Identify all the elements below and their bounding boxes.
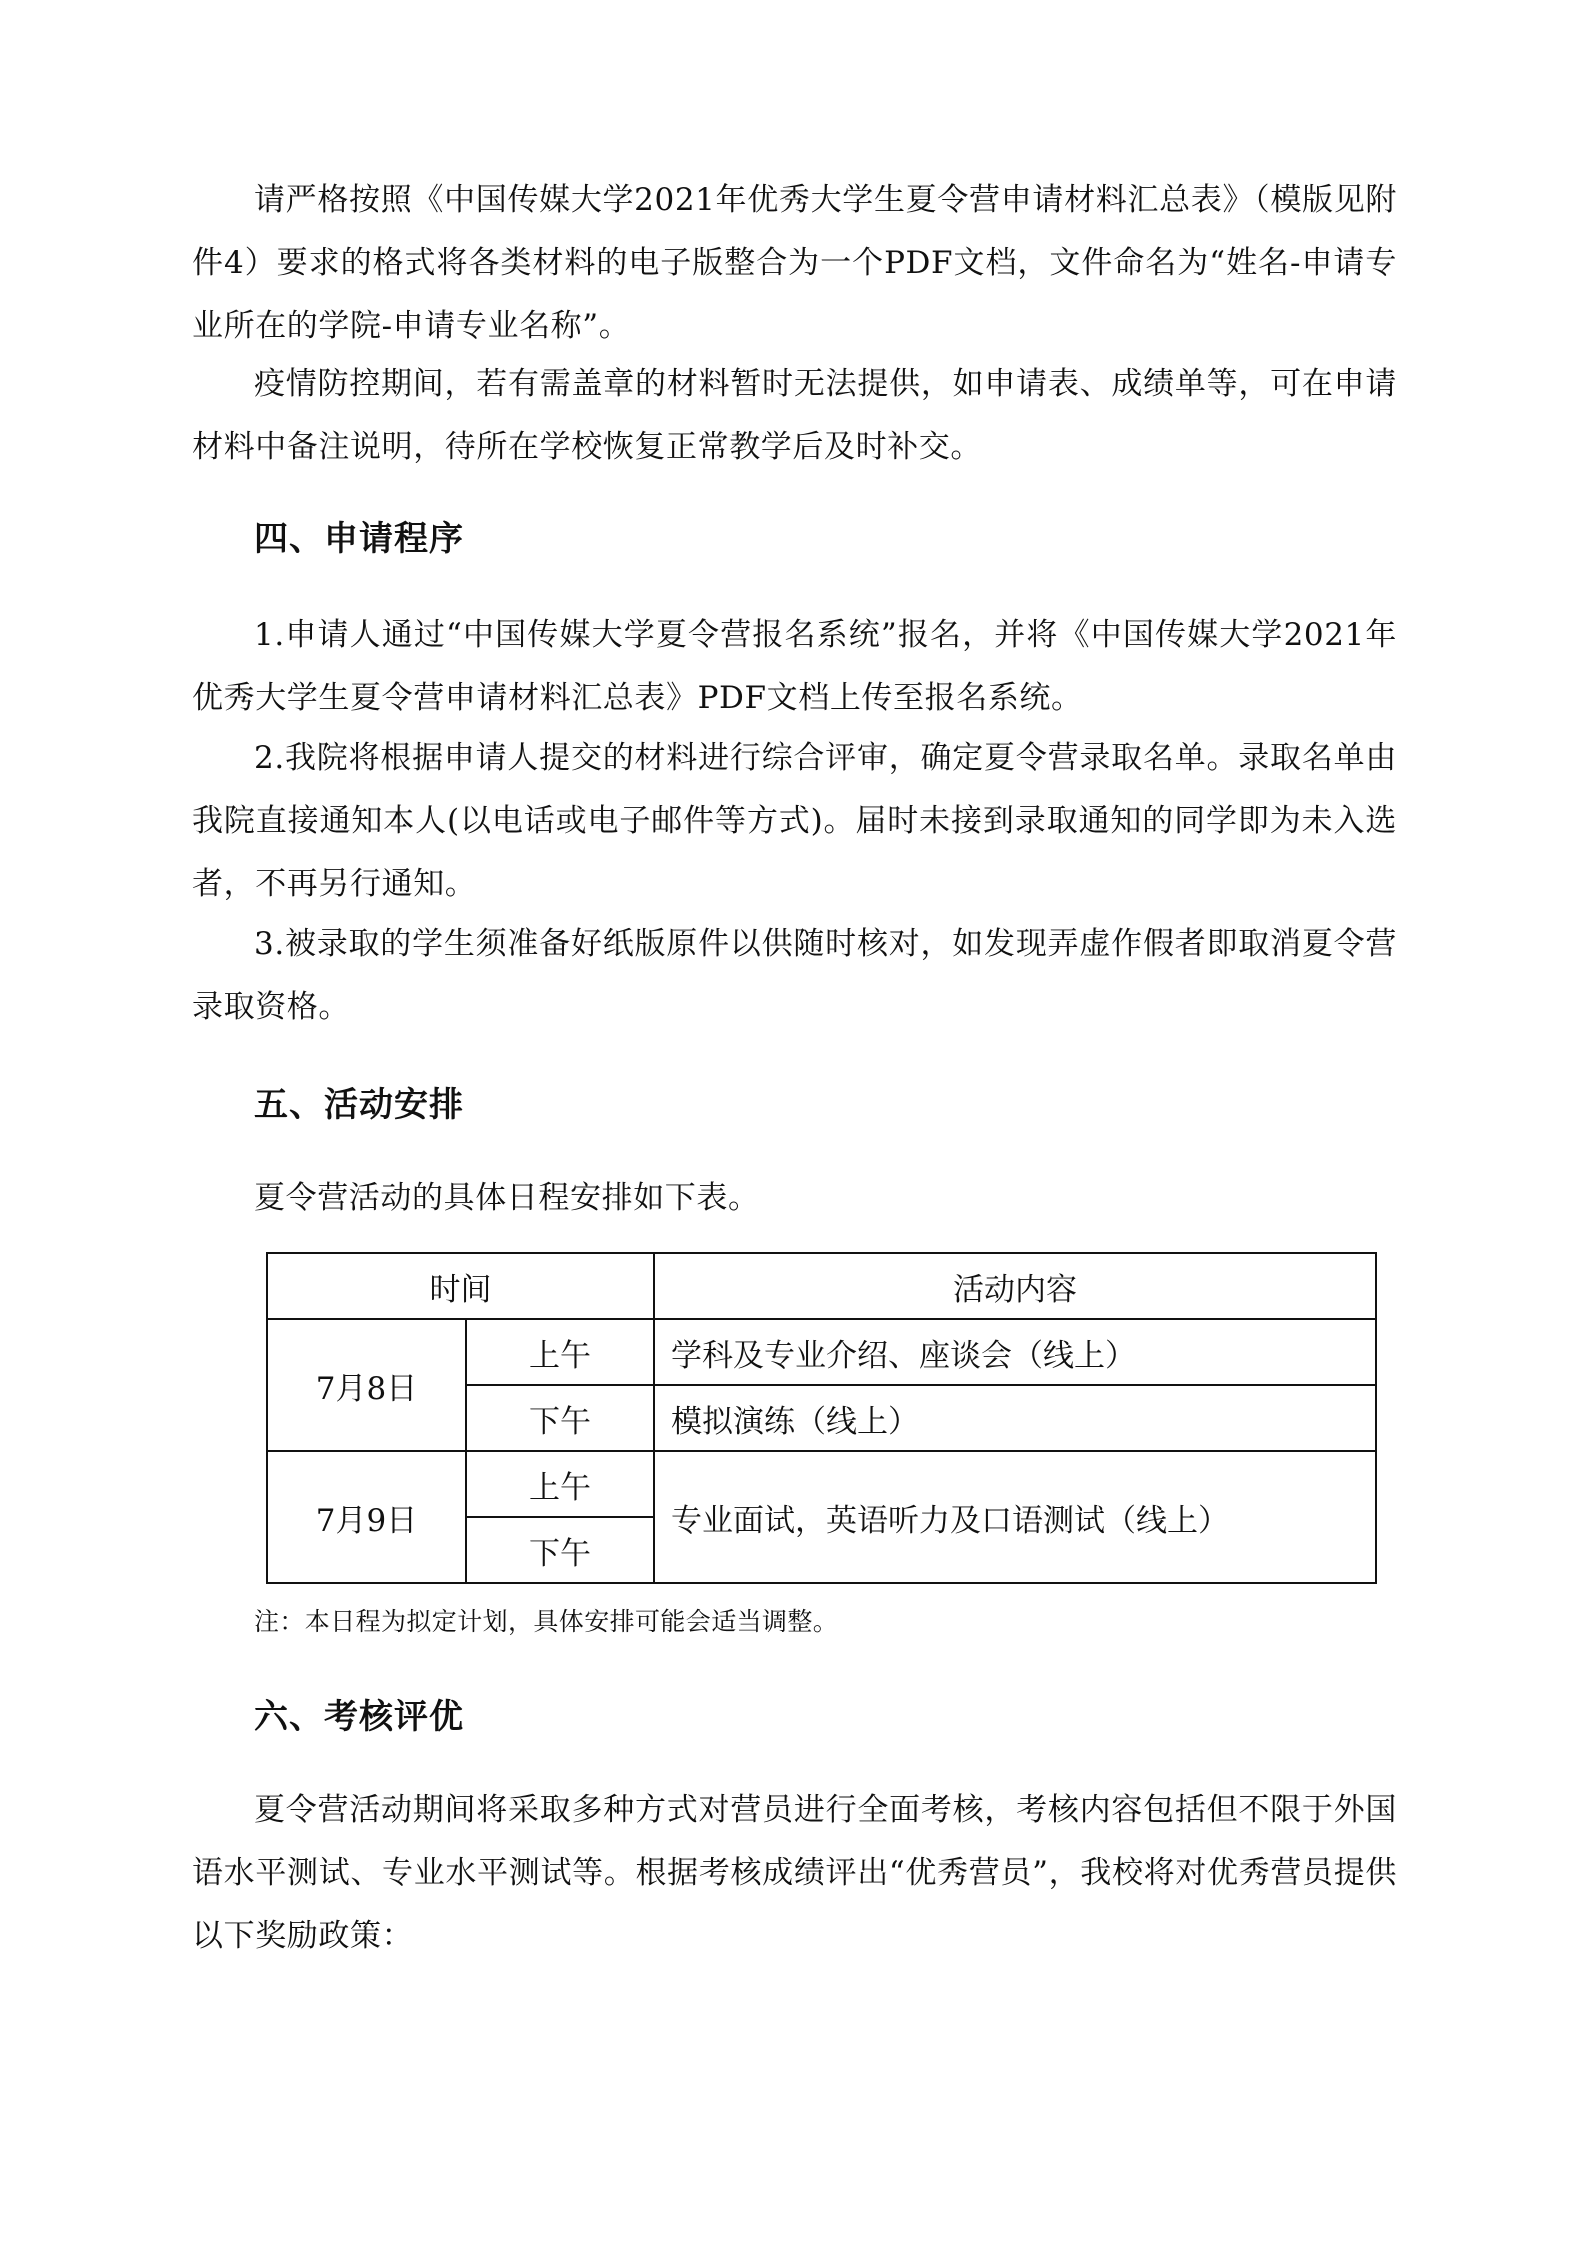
procedure-item-3: 3.被录取的学生须准备好纸版原件以供随时核对，如发现弄虚作假者即取消夏令营录取资格。 bbox=[192, 926, 1397, 1025]
paragraph-epidemic-note: 疫情防控期间，若有需盖章的材料暂时无法提供，如申请表、成绩单等，可在申请材料中备注说明，待所在学校恢复正常教学后及时补交。 bbox=[192, 366, 1397, 465]
section-heading-evaluation: 六、考核评优 bbox=[254, 1697, 464, 1737]
day1-morning: 上午 bbox=[466, 1319, 654, 1385]
schedule-note: 注：本日程为拟定计划，具体安排可能会适当调整。 bbox=[254, 1607, 839, 1636]
schedule-table bbox=[266, 1252, 1377, 1584]
day1-date: 7月8日 bbox=[267, 1319, 466, 1451]
day2-date: 7月9日 bbox=[267, 1451, 466, 1583]
table-header-time: 时间 bbox=[267, 1253, 654, 1319]
section-heading-application-procedure: 四、申请程序 bbox=[254, 519, 464, 559]
day2-morning: 上午 bbox=[466, 1451, 654, 1517]
day2-activity: 专业面试，英语听力及口语测试（线上） bbox=[654, 1451, 1376, 1583]
schedule-intro: 夏令营活动的具体日程安排如下表。 bbox=[254, 1180, 760, 1216]
day2-afternoon: 下午 bbox=[466, 1517, 654, 1583]
procedure-item-1: 1.申请人通过“中国传媒大学夏令营报名系统”报名，并将《中国传媒大学2021年优秀大学生夏令营申请材料汇总表》PDF文档上传至报名系统。 bbox=[192, 617, 1397, 716]
table-header-activity: 活动内容 bbox=[654, 1253, 1376, 1319]
procedure-item-2: 2.我院将根据申请人提交的材料进行综合评审，确定夏令营录取名单。录取名单由我院直接通知本人(以电话或电子邮件等方式)。届时未接到录取通知的同学即为未入选者，不再另行通知。 bbox=[192, 740, 1397, 902]
paragraph-material-format: 请严格按照《中国传媒大学2021年优秀大学生夏令营申请材料汇总表》（模版见附件4）要求的格式将各类材料的电子版整合为一个PDF文档，文件命名为“姓名-申请专业所在的学院-申请专业名称”。 bbox=[192, 182, 1397, 344]
day1-afternoon: 下午 bbox=[466, 1385, 654, 1451]
section-heading-activity-schedule: 五、活动安排 bbox=[254, 1085, 464, 1125]
table-row bbox=[267, 1451, 1376, 1517]
day1-afternoon-activity: 模拟演练（线上） bbox=[654, 1385, 1376, 1451]
table-header-row bbox=[267, 1253, 1376, 1319]
paragraph-evaluation: 夏令营活动期间将采取多种方式对营员进行全面考核，考核内容包括但不限于外国语水平测试、专业水平测试等。根据考核成绩评出“优秀营员”，我校将对优秀营员提供以下奖励政策： bbox=[192, 1792, 1397, 1954]
table-row bbox=[267, 1319, 1376, 1385]
day1-morning-activity: 学科及专业介绍、座谈会（线上） bbox=[654, 1319, 1376, 1385]
